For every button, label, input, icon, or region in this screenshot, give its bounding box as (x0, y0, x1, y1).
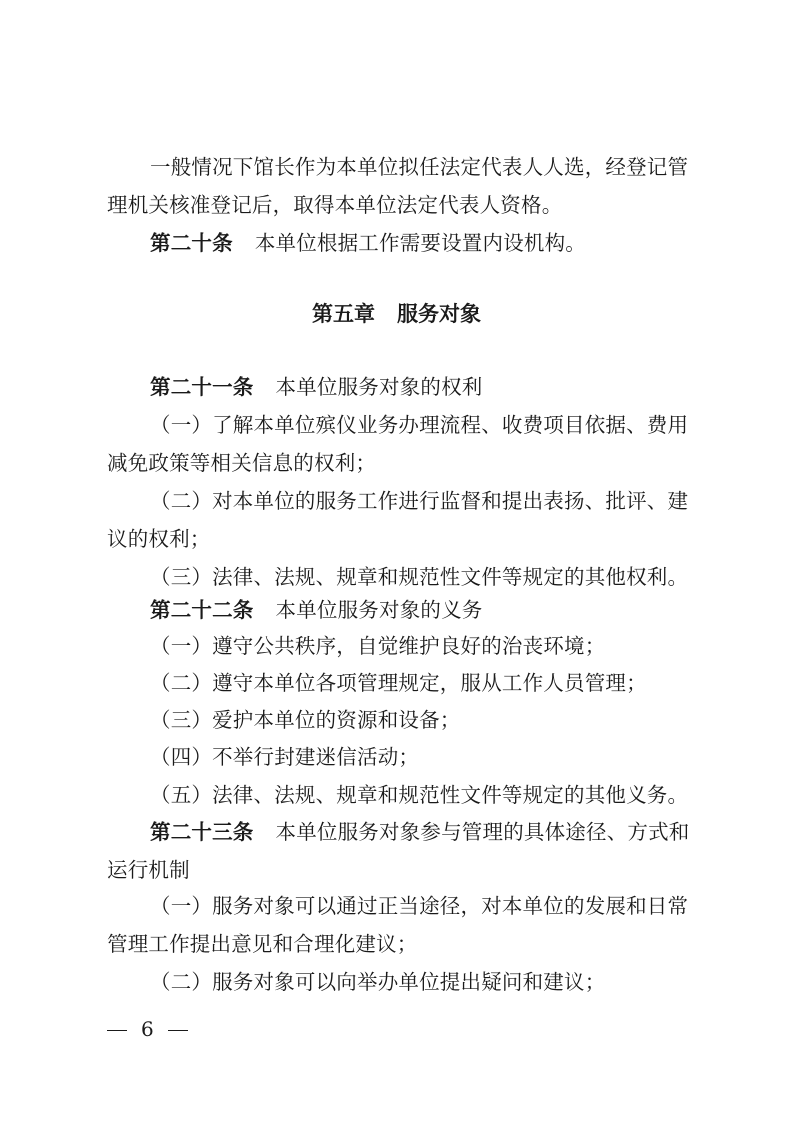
article-label: 第二十一条 (150, 375, 254, 399)
paragraph-text: 一般情况下馆长作为本单位拟任法定代表人人选，经登记管 (150, 155, 689, 179)
dash-decoration (168, 1030, 188, 1031)
paragraph-line (150, 565, 690, 589)
paragraph-line (150, 413, 690, 437)
paragraph-line (150, 894, 690, 918)
chapter-number: 第五章 (312, 302, 375, 326)
paragraph-line (107, 451, 689, 475)
paragraph-text: （五）法律、法规、规章和规范性文件等规定的其他义务。 (150, 783, 689, 807)
dash-decoration (107, 1030, 127, 1031)
paragraph-text: 减免政策等相关信息的权利； (107, 451, 377, 475)
paragraph-line (150, 489, 690, 513)
article-label: 第二十三条 (150, 820, 254, 844)
paragraph-text: （三）爱护本单位的资源和设备； (150, 708, 461, 732)
paragraph-line (150, 671, 690, 695)
paragraph-line (107, 527, 689, 551)
paragraph-line (150, 155, 690, 179)
paragraph-text: 运行机制 (107, 858, 190, 882)
paragraph-text: （二）对本单位的服务工作进行监督和提出表扬、批评、建 (150, 489, 689, 513)
paragraph-line (150, 783, 690, 807)
article-text: 本单位服务对象的义务 (275, 598, 483, 622)
article-label: 第二十二条 (150, 598, 254, 622)
paragraph-line (150, 708, 690, 732)
paragraph-line (107, 193, 689, 217)
article-text: 本单位服务对象参与管理的具体途径、方式和 (275, 820, 690, 844)
paragraph-text: （一）遵守公共秩序，自觉维护良好的治丧环境； (150, 634, 606, 658)
article-23 (150, 820, 690, 844)
paragraph-text: 管理工作提出意见和合理化建议； (107, 932, 418, 956)
paragraph-text: （二）服务对象可以向举办单位提出疑问和建议； (150, 970, 606, 994)
paragraph-line (107, 932, 689, 956)
paragraph-line (150, 745, 690, 769)
page-number-value: 6 (141, 1017, 154, 1041)
paragraph-text: 议的权利； (107, 527, 211, 551)
paragraph-text: （一）服务对象可以通过正当途径，对本单位的发展和日常 (150, 894, 689, 918)
paragraph-line (150, 634, 690, 658)
article-21 (150, 375, 690, 399)
page-number (107, 1016, 188, 1042)
paragraph-text: （二）遵守本单位各项管理规定，服从工作人员管理； (150, 671, 647, 695)
paragraph-text: （三）法律、法规、规章和规范性文件等规定的其他权利。 (150, 565, 689, 589)
paragraph-line (107, 858, 689, 882)
article-text: 本单位根据工作需要设置内设机构。 (254, 231, 587, 255)
chapter-heading (0, 301, 793, 327)
paragraph-text: 理机关核准登记后，取得本单位法定代表人资格。 (107, 193, 563, 217)
article-label: 第二十条 (150, 231, 233, 255)
paragraph-line (150, 970, 690, 994)
paragraph-text: （一）了解本单位殡仪业务办理流程、收费项目依据、费用 (150, 413, 689, 437)
article-20 (150, 231, 690, 255)
chapter-title: 服务对象 (397, 302, 481, 326)
article-22 (150, 598, 690, 622)
paragraph-text: （四）不举行封建迷信活动； (150, 745, 420, 769)
article-text: 本单位服务对象的权利 (275, 375, 483, 399)
